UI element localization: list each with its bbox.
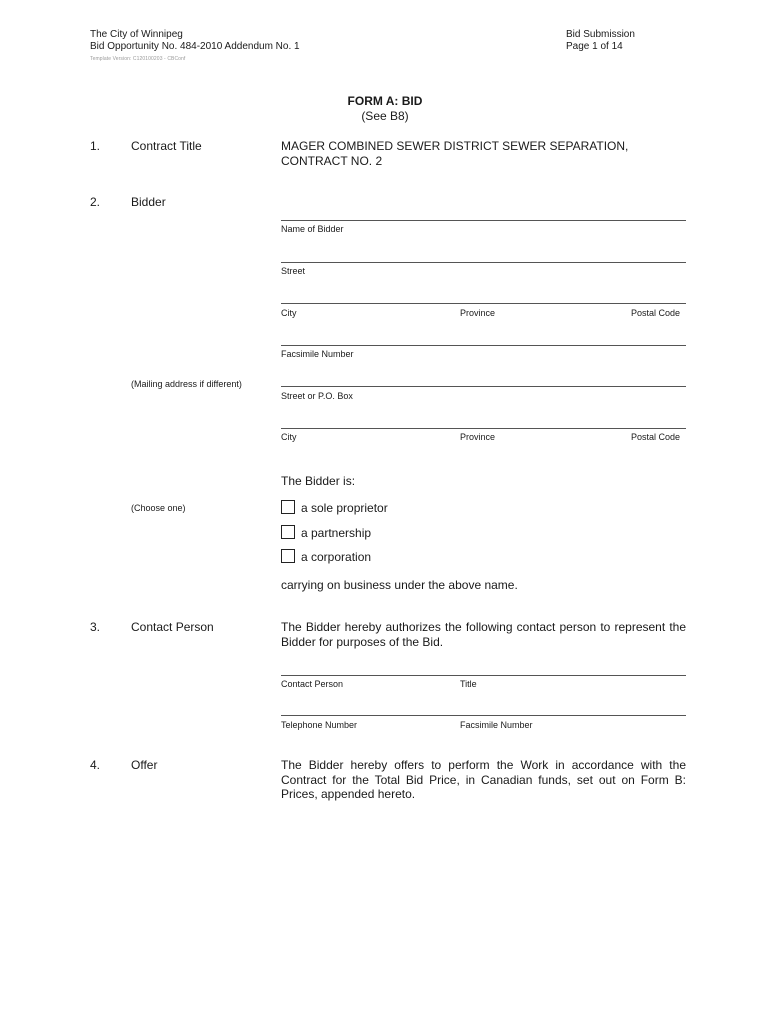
contact-person-text: The Bidder hereby authorizes the following contact person to represent the Bidder for purposes of the Bid. — [281, 620, 686, 649]
province-caption-2: Province — [460, 432, 496, 442]
province-caption: Province — [460, 308, 496, 318]
city-caption-2: City — [281, 432, 297, 442]
section-1-label: Contract Title — [131, 139, 202, 153]
facsimile-caption: Facsimile Number — [281, 349, 354, 359]
offer-text: The Bidder hereby offers to perform the Work in accordance with the Contract for the Total Bid Price, in Canadian funds, set out on Form B: Prices, appended hereto. — [281, 758, 686, 801]
partnership-checkbox[interactable] — [281, 525, 295, 539]
form-title: FORM A: BID — [347, 94, 423, 108]
doc-type: Bid Submission — [566, 29, 635, 40]
contract-title-line2: CONTRACT NO. 2 — [281, 154, 383, 168]
form-reference: (See B8) — [361, 109, 409, 123]
sole-proprietor-label: a sole proprietor — [301, 501, 388, 515]
org-name: The City of Winnipeg — [90, 29, 183, 40]
choose-one-note: (Choose one) — [131, 503, 186, 513]
title-caption: Title — [460, 679, 477, 689]
section-1-number: 1. — [90, 139, 101, 153]
corporation-label: a corporation — [301, 550, 372, 564]
postal-code-caption: Postal Code — [631, 308, 681, 318]
facsimile-field[interactable] — [281, 345, 686, 346]
section-2-label: Bidder — [131, 195, 166, 209]
corporation-checkbox[interactable] — [281, 549, 295, 563]
street-field[interactable] — [281, 262, 686, 263]
telephone-facsimile-field[interactable] — [281, 715, 686, 716]
section-4-label: Offer — [131, 758, 158, 772]
section-2-number: 2. — [90, 195, 101, 209]
partnership-label: a partnership — [301, 526, 372, 540]
mailing-city-province-postal-field[interactable] — [281, 428, 686, 429]
name-of-bidder-caption: Name of Bidder — [281, 224, 344, 234]
telephone-caption: Telephone Number — [281, 720, 358, 730]
carrying-on-business-text: carrying on business under the above name. — [281, 578, 518, 592]
street-po-box-caption: Street or P.O. Box — [281, 391, 353, 401]
section-4-number: 4. — [90, 758, 101, 772]
section-3-number: 3. — [90, 620, 101, 634]
bid-opportunity: Bid Opportunity No. 484-2010 Addendum No. 1 — [90, 41, 300, 52]
sole-proprietor-checkbox[interactable] — [281, 500, 295, 514]
street-caption: Street — [281, 266, 306, 276]
mailing-address-note: (Mailing address if different) — [131, 379, 242, 389]
contact-facsimile-caption: Facsimile Number — [460, 720, 533, 730]
bidder-name-field[interactable] — [281, 220, 686, 221]
contact-person-title-field[interactable] — [281, 675, 686, 676]
contract-title-line1: MAGER COMBINED SEWER DISTRICT SEWER SEPARATION, — [281, 139, 629, 153]
section-3-label: Contact Person — [131, 620, 214, 634]
page-number: Page 1 of 14 — [566, 41, 623, 52]
template-version: Template Version: C120100203 - CBConf — [90, 56, 186, 62]
mailing-street-field[interactable] — [281, 386, 686, 387]
city-caption: City — [281, 308, 297, 318]
postal-code-caption-2: Postal Code — [631, 432, 681, 442]
bidder-is-label: The Bidder is: — [281, 474, 356, 488]
contact-person-caption: Contact Person — [281, 679, 344, 689]
city-province-postal-field[interactable] — [281, 303, 686, 304]
